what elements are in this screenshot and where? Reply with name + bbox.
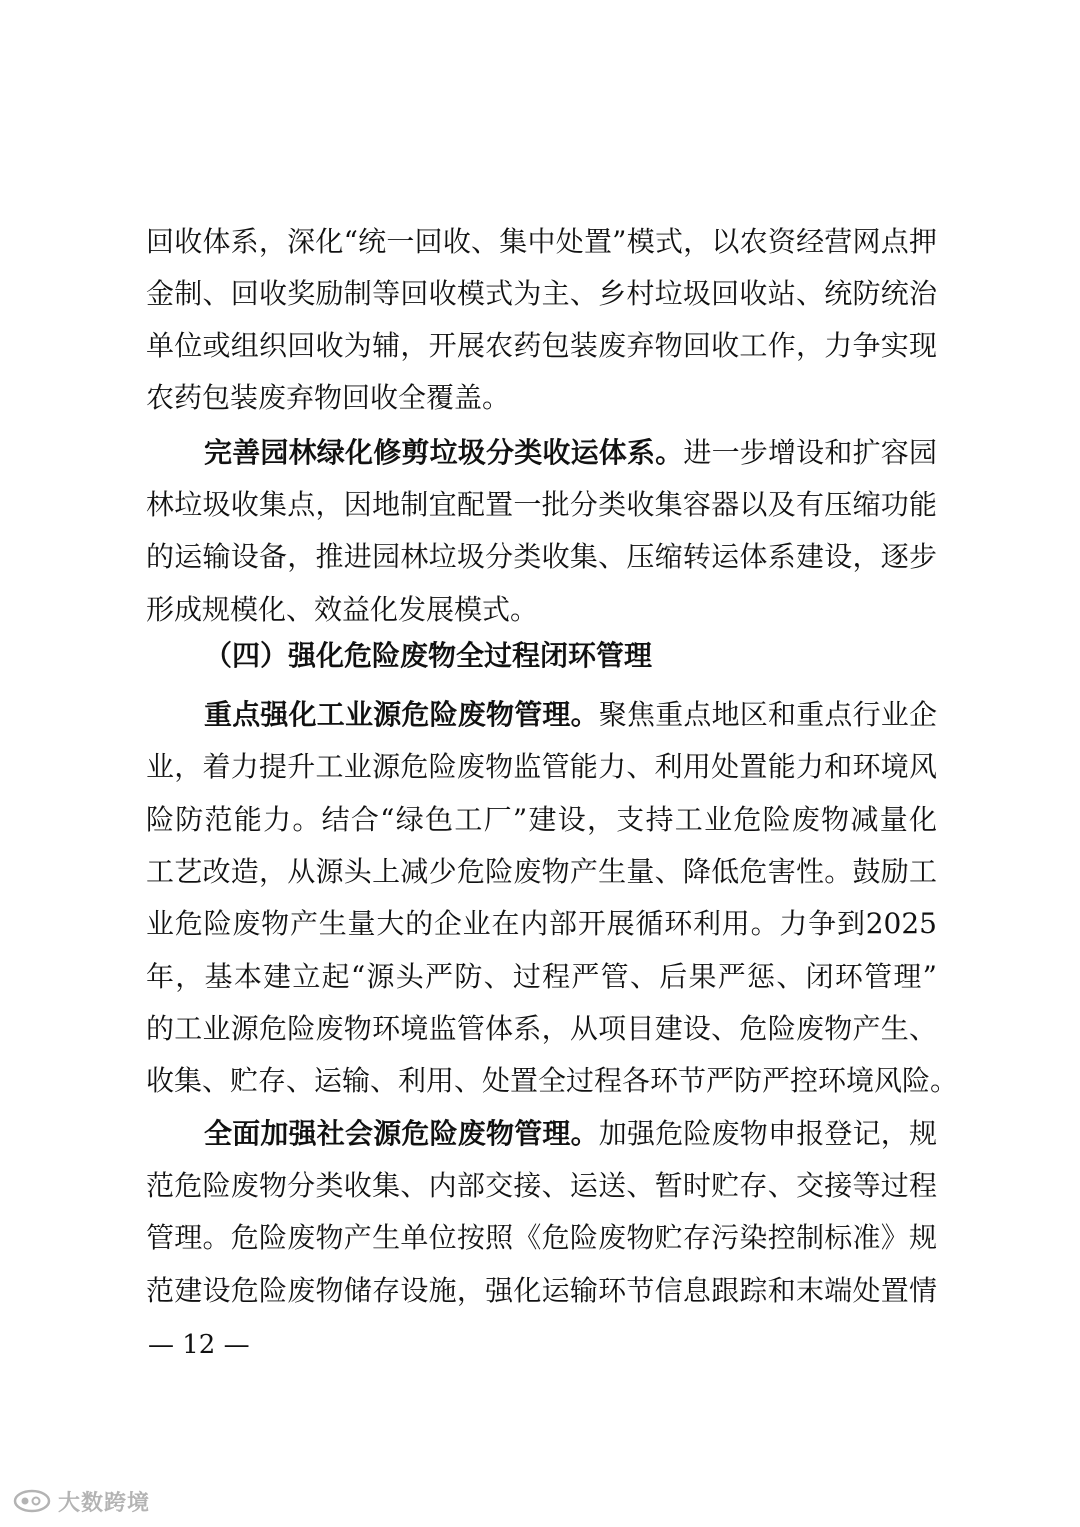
page-number: — 12 — [148,1330,250,1360]
body-text-line [146,904,937,944]
body-text-line [204,433,937,473]
body-text-line [146,1271,937,1311]
line-text: 范建设危险废物储存设施，强化运输环节信息跟踪和末端处置情 [146,1274,937,1307]
section-heading-text: （四）强化危险废物全过程闭环管理 [204,639,653,672]
line-text: 形成规模化、效益化发展模式。 [146,593,539,626]
line-text: 进一步增设和扩容园 [683,436,937,469]
line-text: 金制、回收奖励制等回收模式为主、乡村垃圾回收站、统防统治 [146,277,937,310]
line-text: 险防范能力。结合“绿色工厂”建设，支持工业危险废物减量化 [146,803,937,836]
line-text: 的运输设备，推进园林垃圾分类收集、压缩转运体系建设，逐步 [146,540,937,573]
body-text-line [146,378,937,418]
line-text: 工艺改造，从源头上减少危险废物产生量、降低危害性。鼓励工 [146,855,937,888]
line-text: 范危险废物分类收集、内部交接、运送、暂时贮存、交接等过程 [146,1169,937,1202]
line-text: 农药包装废弃物回收全覆盖。 [146,381,511,414]
paragraph-lead-bold: 全面加强社会源危险废物管理。 [204,1117,599,1150]
body-text-line [146,1218,937,1258]
paragraph-lead-bold: 重点强化工业源危险废物管理。 [204,698,599,731]
body-text-line [146,747,937,787]
section-heading [204,636,937,676]
line-text: 管理。危险废物产生单位按照《危险废物贮存污染控制标准》规 [146,1221,937,1254]
line-text: 业，着力提升工业源危险废物监管能力、利用处置能力和环境风 [146,750,937,783]
watermark [12,1484,150,1518]
body-text-line [146,1061,959,1101]
watermark-text: 大数跨境 [58,1490,151,1516]
body-text-line [146,326,937,366]
body-text-line [146,852,937,892]
body-text-line [204,1114,937,1154]
body-text-line [146,590,937,630]
body-text-line [146,1009,937,1049]
line-text: 加强危险废物申报登记，规 [598,1117,937,1150]
line-text: 业危险废物产生量大的企业在内部开展循环利用。力争到2025 [146,907,937,940]
body-text-line [146,274,937,314]
body-text-line [146,485,937,525]
body-text-line [146,537,937,577]
body-text-line [204,695,937,735]
line-text: 回收体系，深化“统一回收、集中处置”模式，以农资经营网点押 [146,225,937,258]
line-text: 收集、贮存、运输、利用、处置全过程各环节严防严控环境风险。 [146,1064,959,1097]
line-text: 单位或组织回收为辅，开展农药包装废弃物回收工作，力争实现 [146,329,937,362]
body-text-line [146,222,937,262]
line-text: 的工业源危险废物环境监管体系，从项目建设、危险废物产生、 [146,1012,937,1045]
body-text-line [146,800,937,840]
line-text: 林垃圾收集点，因地制宜配置一批分类收集容器以及有压缩功能 [146,488,937,521]
paragraph-lead-bold: 完善园林绿化修剪垃圾分类收运体系。 [204,436,684,469]
body-text-line [146,1166,937,1206]
line-text: 年，基本建立起“源头严防、过程严管、后果严惩、闭环管理” [146,960,937,993]
line-text: 聚焦重点地区和重点行业企 [598,698,937,731]
body-text-line [146,957,937,997]
brand-logo-icon [12,1487,52,1515]
